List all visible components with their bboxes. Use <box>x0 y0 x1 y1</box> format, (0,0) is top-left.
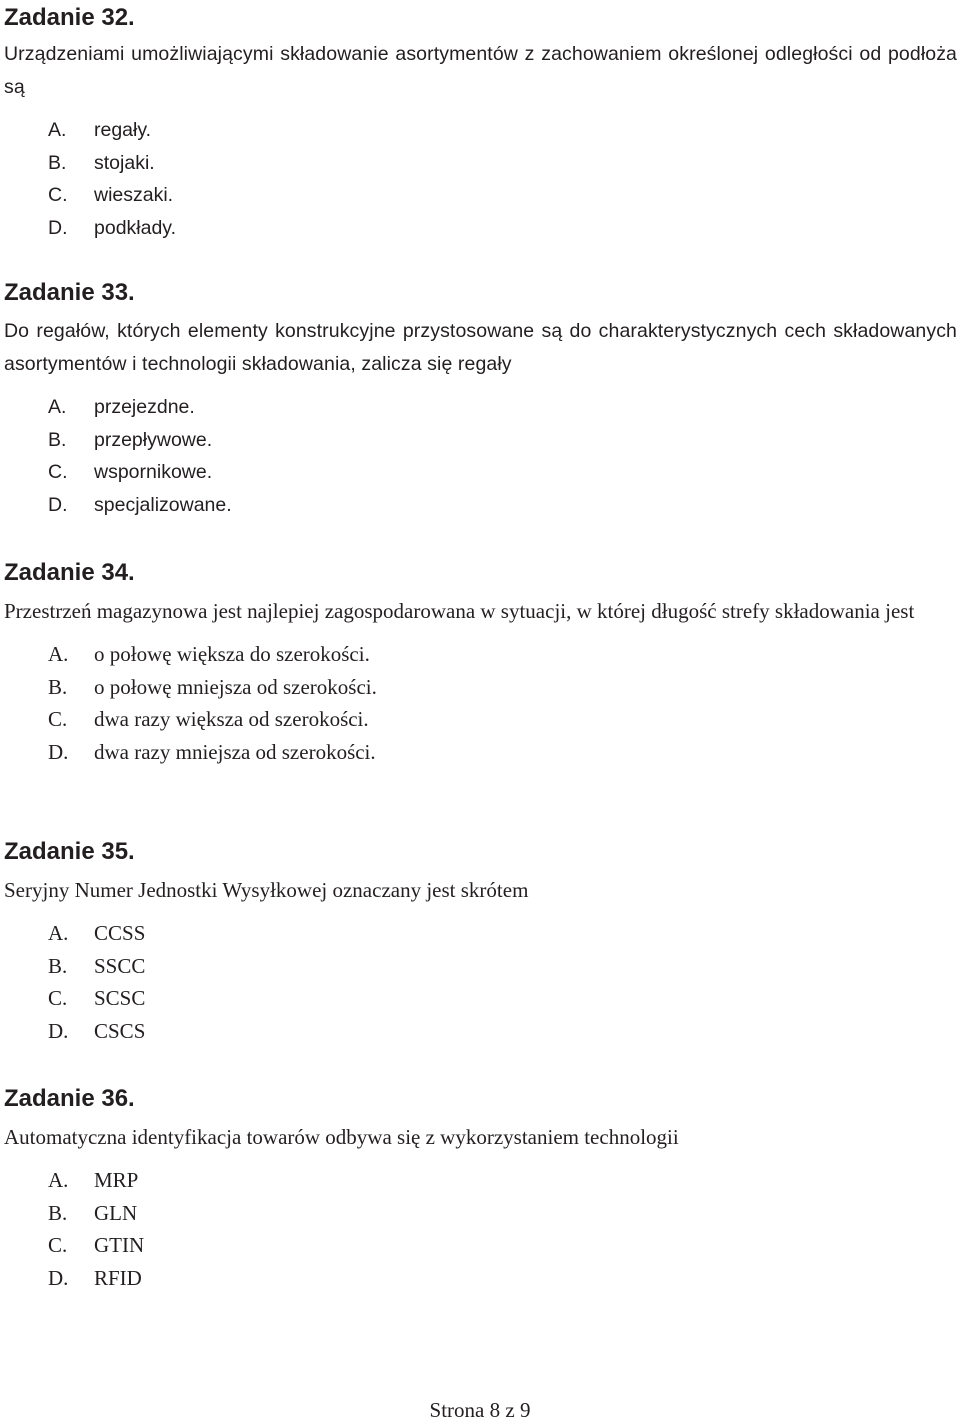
option-c <box>4 179 957 212</box>
option-letter: C. <box>48 184 68 207</box>
option-letter: B. <box>48 1200 68 1225</box>
task-title: Zadanie 32. <box>4 4 135 31</box>
task-question: Seryjny Numer Jednostki Wysyłkowej oznaczany jest skrótem <box>4 878 529 902</box>
option-c <box>4 456 957 489</box>
option-a <box>4 917 957 950</box>
option-d <box>4 489 957 522</box>
option-text: GTIN <box>94 1233 145 1258</box>
option-a <box>4 1164 957 1197</box>
task-33 <box>4 279 957 522</box>
option-text: CCSS <box>94 921 146 945</box>
option-text: wspornikowe. <box>94 461 213 484</box>
option-text: specjalizowane. <box>94 494 232 517</box>
option-letter: C. <box>48 461 68 484</box>
option-d <box>4 1262 957 1295</box>
task-title: Zadanie 34. <box>4 559 135 586</box>
option-text: wieszaki. <box>94 184 174 207</box>
option-b <box>4 147 957 180</box>
task-title: Zadanie 33. <box>4 279 135 306</box>
answer-options <box>4 1164 957 1295</box>
option-text: dwa razy większa od szerokości. <box>94 707 369 732</box>
option-letter: A. <box>48 921 69 945</box>
option-letter: B. <box>48 151 67 174</box>
option-b <box>4 1197 957 1230</box>
option-text: dwa razy mniejsza od szerokości. <box>94 740 376 765</box>
option-letter: B. <box>48 674 68 699</box>
task-35 <box>4 838 957 1048</box>
option-text: o połowę większa do szerokości. <box>94 642 370 666</box>
option-letter: B. <box>48 953 68 978</box>
option-letter: D. <box>48 217 68 240</box>
option-text: MRP <box>94 1168 139 1192</box>
option-letter: B. <box>48 428 67 451</box>
option-letter: C. <box>48 1233 68 1258</box>
option-text: SCSC <box>94 986 146 1011</box>
task-36 <box>4 1085 957 1295</box>
option-letter: D. <box>48 1266 69 1291</box>
option-text: stojaki. <box>94 151 155 174</box>
page-number: Strona 8 z 9 <box>429 1398 531 1422</box>
option-text: przepływowe. <box>94 428 213 451</box>
answer-options <box>4 114 957 245</box>
task-question: Do regałów, których elementy konstrukcyjne przystosowane są do charakterystycznych cech składowanych asortymentów i technologii składowania, zalicza się regały <box>4 320 957 375</box>
task-title: Zadanie 36. <box>4 1085 135 1112</box>
task-34 <box>4 559 957 769</box>
task-title: Zadanie 35. <box>4 838 135 865</box>
option-c <box>4 703 957 736</box>
option-text: SSCC <box>94 953 146 978</box>
task-32 <box>4 4 957 245</box>
option-letter: D. <box>48 494 68 517</box>
option-text: GLN <box>94 1200 138 1225</box>
option-text: podkłady. <box>94 217 177 240</box>
option-a <box>4 638 957 671</box>
option-text: regały. <box>94 119 152 141</box>
task-question: Automatyczna identyfikacja towarów odbywa się z wykorzystaniem technologii <box>4 1125 679 1149</box>
answer-options <box>4 638 957 769</box>
option-letter: D. <box>48 1019 69 1044</box>
option-text: CSCS <box>94 1019 146 1044</box>
option-b <box>4 950 957 983</box>
option-c <box>4 982 957 1015</box>
task-question: Przestrzeń magazynowa jest najlepiej zagospodarowana w sytuacji, w której długość strefy składowania jest <box>4 599 915 623</box>
option-text: przejezdne. <box>94 396 195 418</box>
option-a <box>4 391 957 424</box>
option-d <box>4 1015 957 1048</box>
task-question: Urządzeniami umożliwiającymi składowanie asortymentów z zachowaniem określonej odległości od podłoża są <box>4 43 957 98</box>
option-letter: D. <box>48 740 69 765</box>
option-d <box>4 212 957 245</box>
option-letter: A. <box>48 396 67 418</box>
option-c <box>4 1229 957 1262</box>
option-text: RFID <box>94 1266 142 1291</box>
answer-options <box>4 391 957 522</box>
option-b <box>4 424 957 457</box>
option-text: o połowę mniejsza od szerokości. <box>94 674 377 699</box>
option-letter: A. <box>48 642 69 666</box>
option-d <box>4 736 957 769</box>
option-letter: A. <box>48 119 67 141</box>
option-a <box>4 114 957 147</box>
option-letter: C. <box>48 707 68 732</box>
option-b <box>4 671 957 704</box>
answer-options <box>4 917 957 1048</box>
option-letter: C. <box>48 986 68 1011</box>
option-letter: A. <box>48 1168 69 1192</box>
